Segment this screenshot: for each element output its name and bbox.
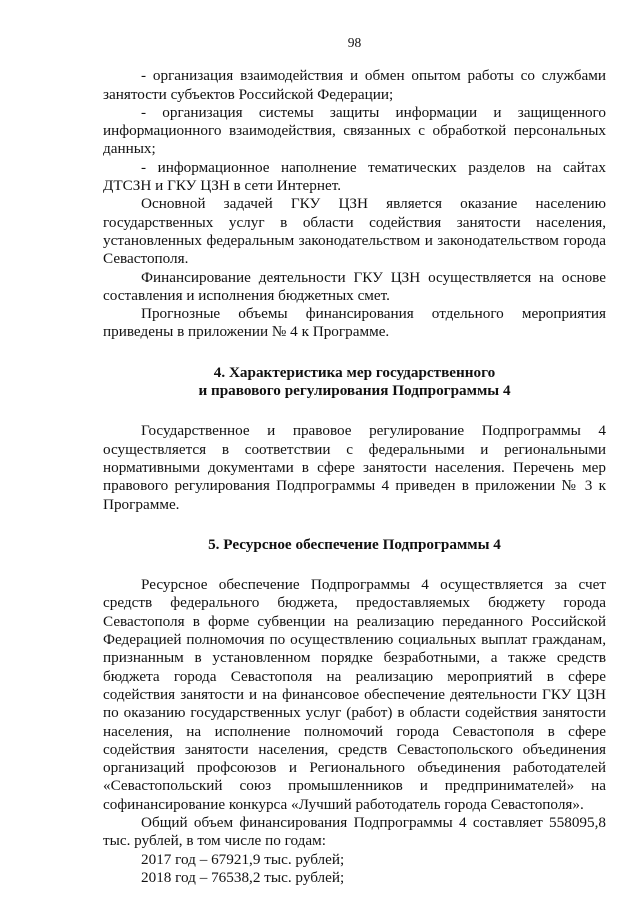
section-5-heading: 5. Ресурсное обеспечение Подпрограммы 4 <box>208 535 501 553</box>
paragraph: Прогнозные объемы финансирования отдельного мероприятия приведены в приложении № 4 к Программе. <box>103 305 606 341</box>
section-4-heading <box>103 364 606 401</box>
paragraph: - организация системы защиты информации и защищенного информационного взаимодействия, связанных с обработкой персональных данных; <box>103 103 606 158</box>
paragraph: 2017 год – 67921,9 тыс. рублей; <box>141 850 345 868</box>
paragraph: Основной задачей ГКУ ЦЗН является оказание населению государственных услуг в области содействия занятости населения, установленных федеральным законодательством и законодательством города Севастополя. <box>103 195 606 268</box>
paragraph: Ресурсное обеспечение Подпрограммы 4 осуществляется за счет средств федерального бюджета, предоставляемых бюджету города Севастополя в форме субвенции на реализацию переданного Российской Федерацией полномочия по осуществлению социальных выплат гражданам, признанным в установленном порядке безработными, а также средств бюджета города Севастополя на реализацию мероприятий в сфере содействия занятости и на финансовое обеспечение деятельности ГКУ ЦЗН по оказанию государственных услуг (работ) в области содействия занятости населения, на исполнение полномочий города Севастополя в сфере содействия занятости населения, средств Севастопольского объединения организаций профсоюзов и Регионального объединения работодателей «Севастопольский союз промышленников и предпринимателей» на софинансирование конкурса «Лучший работодатель города Севастополя». <box>103 576 606 813</box>
paragraph: - организация взаимодействия и обмен опытом работы со службами занятости субъектов Российской Федерации; <box>103 67 606 103</box>
section-5-body <box>103 576 606 887</box>
section-4-heading-line-1: 4. Характеристика мер государственного <box>213 363 496 381</box>
section-4-heading-line-2: и правового регулирования Подпрограммы 4 <box>198 382 511 400</box>
paragraph: - информационное наполнение тематических разделов на сайтах ДТСЗН и ГКУ ЦЗН в сети Интернет. <box>103 158 606 195</box>
paragraph: Финансирование деятельности ГКУ ЦЗН осуществляется на основе составления и исполнения бюджетных смет. <box>103 268 606 304</box>
document-page <box>103 34 606 887</box>
page-number: 98 <box>347 35 362 50</box>
section-4-paragraph: Государственное и правовое регулирование Подпрограммы 4 осуществляется в соответствии с федеральными и региональными нормативными документами в сфере занятости населения. Перечень мер правового регулирования Подпрограммы 4 приведен в приложении № 3 к Программе. <box>103 422 606 513</box>
paragraph: 2018 год – 76538,2 тыс. рублей; <box>141 868 345 886</box>
paragraph: Общий объем финансирования Подпрограммы 4 составляет 558095,8 тыс. рублей, в том числе по годам: <box>103 813 606 850</box>
intro-section <box>103 67 606 341</box>
